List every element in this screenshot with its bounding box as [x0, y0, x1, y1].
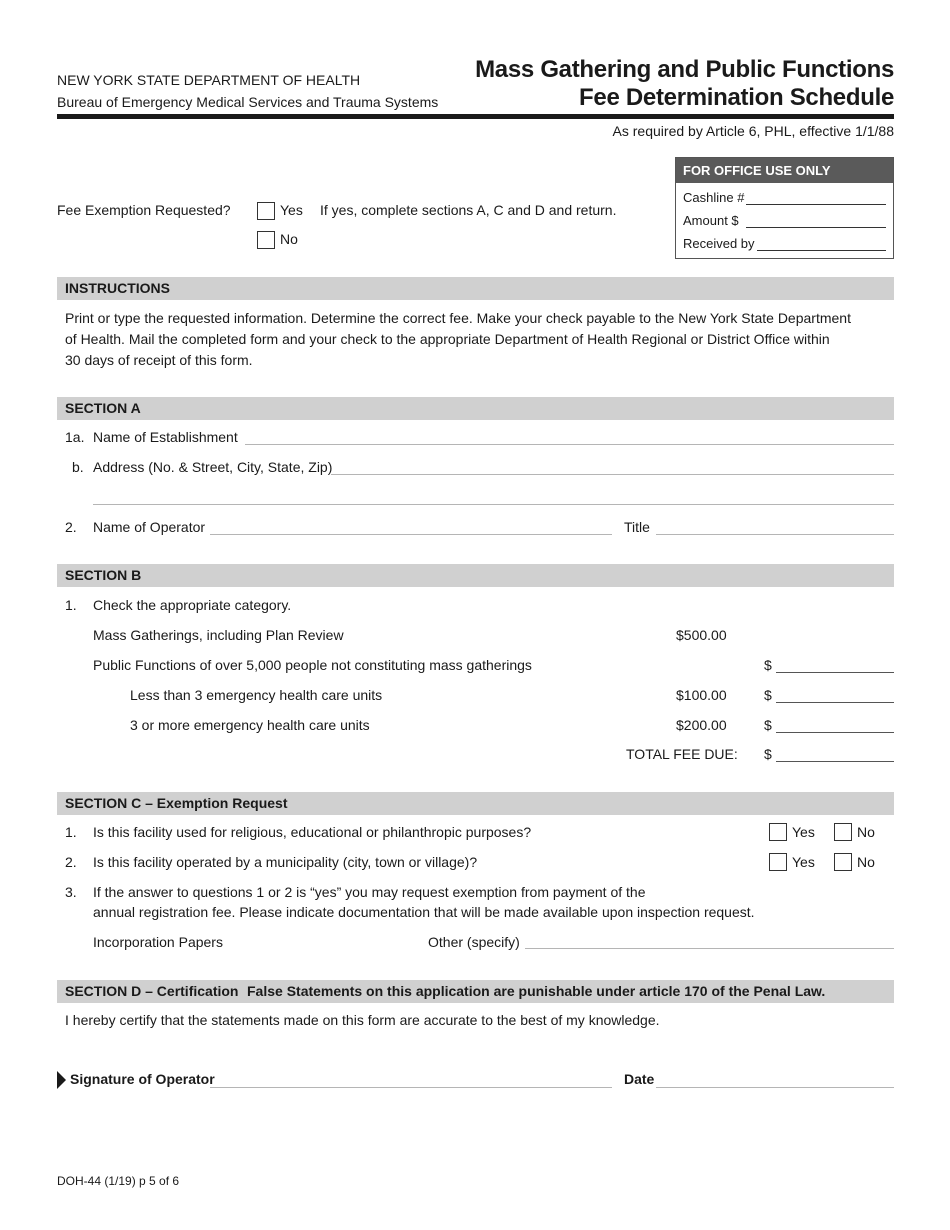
three-or-more-amount-field[interactable]	[776, 732, 894, 733]
section-b-item-number: 1.	[65, 597, 77, 613]
cashline-field[interactable]	[746, 204, 886, 205]
public-functions-label: Public Functions of over 5,000 people not constituting mass gatherings	[93, 657, 532, 673]
public-functions-dollar: $	[764, 657, 772, 673]
title-label: Title	[624, 519, 650, 535]
penal-law-warning: False Statements on this application are punishable under article 170 of the Penal Law.	[247, 983, 826, 999]
operator-field[interactable]	[210, 534, 612, 535]
c-q3-number: 3.	[65, 884, 77, 900]
total-fee-field[interactable]	[776, 761, 894, 762]
total-fee-label: TOTAL FEE DUE:	[626, 746, 738, 762]
exemption-note: If yes, complete sections A, C and D and return.	[320, 202, 617, 218]
signature-field[interactable]	[210, 1087, 612, 1088]
category-instruction: Check the appropriate category.	[93, 597, 292, 613]
agency-name: NEW YORK STATE DEPARTMENT OF HEALTH	[57, 72, 361, 88]
office-use-heading: FOR OFFICE USE ONLY	[676, 158, 893, 183]
form-title-line2: Fee Determination Schedule	[579, 84, 894, 111]
cashline-label: Cashline #	[683, 190, 745, 205]
instructions-heading: INSTRUCTIONS	[65, 280, 170, 296]
received-by-label: Received by	[683, 236, 755, 251]
address-field[interactable]	[331, 474, 894, 475]
section-c-bar	[57, 792, 894, 815]
establishment-field[interactable]	[245, 444, 894, 445]
three-or-more-dollar: $	[764, 717, 772, 733]
exemption-yes-checkbox[interactable]	[257, 202, 275, 220]
address-label: Address (No. & Street, City, State, Zip)	[93, 459, 333, 475]
exemption-yes-label: Yes	[280, 202, 303, 218]
less-than-3-dollar: $	[764, 687, 772, 703]
mass-gatherings-fee: $500.00	[676, 627, 727, 643]
section-a-bar	[57, 397, 894, 420]
form-title-line1: Mass Gathering and Public Functions	[475, 56, 894, 83]
less-than-3-label: Less than 3 emergency health care units	[130, 687, 383, 703]
received-by-field[interactable]	[757, 250, 886, 251]
other-specify-field[interactable]	[525, 948, 894, 949]
header-rule	[57, 114, 894, 119]
establishment-label: Name of Establishment	[93, 429, 238, 445]
q1-no-checkbox[interactable]	[834, 823, 852, 841]
three-or-more-fee: $200.00	[676, 717, 727, 733]
less-than-3-amount-field[interactable]	[776, 702, 894, 703]
exemption-no-checkbox[interactable]	[257, 231, 275, 249]
form-id: DOH-44 (1/19) p 5 of 6	[57, 1174, 180, 1188]
three-or-more-label: 3 or more emergency health care units	[130, 717, 370, 733]
section-d-bar	[57, 980, 894, 1003]
q1-yes-label: Yes	[792, 824, 815, 840]
q2-no-label: No	[857, 854, 875, 870]
c-q1-text: Is this facility used for religious, educational or philanthropic purposes?	[93, 824, 532, 840]
item-2-number: 2.	[65, 519, 77, 535]
q2-yes-label: Yes	[792, 854, 815, 870]
c-q2-text: Is this facility operated by a municipality (city, town or village)?	[93, 854, 478, 870]
signature-label: Signature of Operator	[70, 1071, 215, 1087]
authority-note: As required by Article 6, PHL, effective 1/1/88	[612, 123, 894, 139]
q1-yes-checkbox[interactable]	[769, 823, 787, 841]
section-d-heading: SECTION D – Certification	[65, 983, 239, 999]
instructions-line2: of Health. Mail the completed form and your check to the appropriate Department of Health Regional or District Office within	[65, 331, 830, 347]
title-field[interactable]	[656, 534, 894, 535]
less-than-3-fee: $100.00	[676, 687, 727, 703]
incorporation-papers-label: Incorporation Papers	[93, 934, 223, 950]
public-functions-amount-field[interactable]	[776, 672, 894, 673]
q2-no-checkbox[interactable]	[834, 853, 852, 871]
certification-statement: I hereby certify that the statements made on this form are accurate to the best of my knowledge.	[65, 1012, 660, 1028]
item-1a-number: 1a.	[65, 429, 85, 445]
q2-yes-checkbox[interactable]	[769, 853, 787, 871]
operator-label: Name of Operator	[93, 519, 206, 535]
total-fee-dollar: $	[764, 746, 772, 762]
date-label: Date	[624, 1071, 655, 1087]
instructions-bar	[57, 277, 894, 300]
bureau-name: Bureau of Emergency Medical Services and Trauma Systems	[57, 94, 439, 110]
c-q1-number: 1.	[65, 824, 77, 840]
fee-exemption-label: Fee Exemption Requested?	[57, 202, 231, 218]
date-field[interactable]	[656, 1087, 894, 1088]
instructions-line1: Print or type the requested information. Determine the correct fee. Make your check payable to the New York State Department	[65, 310, 851, 326]
q1-no-label: No	[857, 824, 875, 840]
address-field-line2[interactable]	[93, 504, 894, 505]
c-q3-line2: annual registration fee. Please indicate documentation that will be made available upon inspection request.	[93, 904, 755, 920]
c-q2-number: 2.	[65, 854, 77, 870]
exemption-no-label: No	[280, 231, 298, 247]
amount-field[interactable]	[746, 227, 886, 228]
amount-label: Amount $	[683, 213, 739, 228]
item-1b-number: b.	[72, 459, 84, 475]
section-a-heading: SECTION A	[65, 400, 141, 416]
section-b-bar	[57, 564, 894, 587]
section-c-heading: SECTION C – Exemption Request	[65, 795, 288, 811]
c-q3-line1: If the answer to questions 1 or 2 is “yes” you may request exemption from payment of the	[93, 884, 646, 900]
other-specify-label: Other (specify)	[428, 934, 520, 950]
instructions-line3: 30 days of receipt of this form.	[65, 352, 253, 368]
mass-gatherings-label: Mass Gatherings, including Plan Review	[93, 627, 344, 643]
section-b-heading: SECTION B	[65, 567, 142, 583]
arrow-right-icon	[57, 1071, 66, 1089]
